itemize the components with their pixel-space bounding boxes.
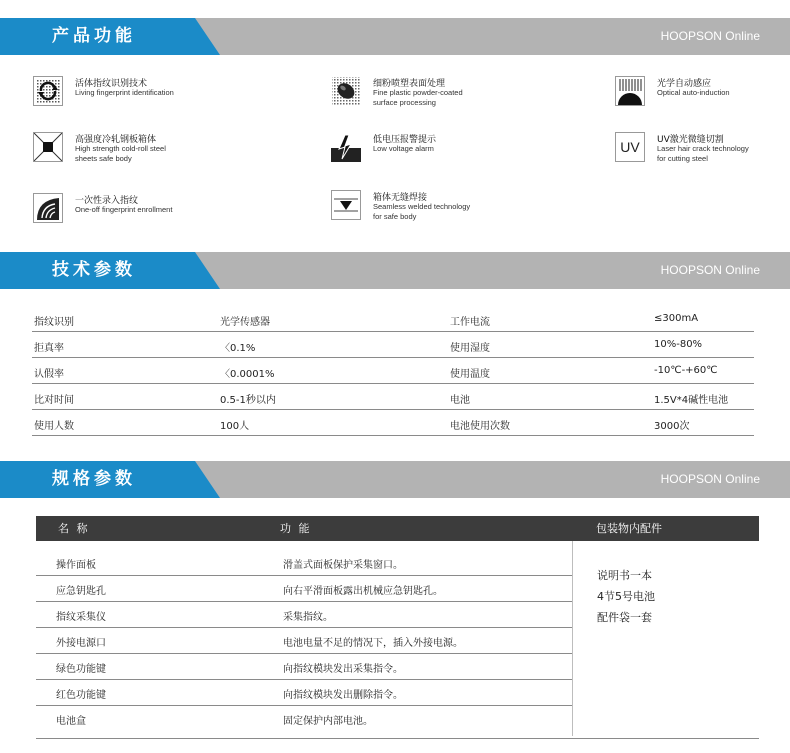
spec-key: 工作电流	[450, 317, 490, 328]
feature-subtitle: High strength cold-roll steel sheets safe body	[75, 144, 166, 163]
spec-value: 0.5-1秒以内	[220, 395, 276, 406]
part-function: 滑盖式面板保护采集窗口。	[283, 560, 403, 571]
spec-value: 3000次	[654, 421, 690, 432]
spec-value: 〈0.0001%	[220, 369, 275, 380]
table-row	[36, 653, 572, 680]
feature-subtitle: Low voltage alarm	[373, 144, 434, 153]
package-item: 说明书一本	[597, 569, 652, 582]
table-row	[36, 705, 572, 731]
spec-key: 拒真率	[34, 343, 64, 354]
spec-key: 使用人数	[34, 421, 74, 432]
part-function: 向指纹模块发出采集指令。	[283, 664, 403, 675]
column-header-function: 功 能	[280, 522, 312, 535]
table-row	[32, 384, 754, 410]
table-row	[32, 358, 754, 384]
package-item: 4节5号电池	[597, 590, 655, 603]
table-row	[36, 549, 572, 576]
column-header-package: 包装物内配件	[596, 522, 662, 535]
table-row	[32, 410, 754, 436]
spec-key: 指纹识别	[34, 317, 74, 328]
part-name: 操作面板	[56, 560, 96, 571]
table-row	[32, 306, 754, 332]
size-table-body	[36, 541, 759, 739]
brand-label: HOOPSON Online	[660, 472, 760, 486]
feature-title: 一次性录入指纹	[75, 196, 139, 206]
spec-value: 100人	[220, 421, 250, 432]
table-row	[36, 575, 572, 602]
section-banner-features	[0, 18, 790, 55]
column-divider	[572, 541, 573, 736]
part-function: 采集指纹。	[283, 612, 333, 623]
section-title: 技术参数	[52, 260, 136, 280]
part-name: 红色功能键	[56, 690, 106, 701]
section-banner-sizes	[0, 461, 790, 498]
spec-key: 认假率	[34, 369, 64, 380]
part-name: 应急钥匙孔	[56, 586, 106, 597]
part-name: 电池盒	[56, 716, 86, 727]
powder-coating-icon	[331, 76, 361, 106]
part-name: 外接电源口	[56, 638, 106, 649]
feature-title: 箱体无缝焊接	[373, 193, 428, 203]
feature-title: 低电压报警提示	[373, 135, 437, 145]
seamless-weld-icon	[331, 190, 361, 220]
brand-label: HOOPSON Online	[660, 263, 760, 277]
feature-title: 光学自动感应	[657, 79, 712, 89]
part-function: 向指纹模块发出删除指令。	[283, 690, 403, 701]
spec-value: -10℃-+60℃	[654, 365, 718, 376]
spec-value: 〈0.1%	[220, 343, 256, 354]
spec-key: 电池	[450, 395, 470, 406]
spec-table	[32, 306, 754, 436]
spec-value: 10%-80%	[654, 339, 703, 350]
spec-value: 光学传感器	[220, 317, 270, 328]
feature-subtitle: Living fingerprint identification	[75, 88, 174, 97]
section-banner-specs	[0, 252, 790, 289]
table-row	[36, 627, 572, 654]
table-row	[36, 601, 572, 628]
part-function: 向右平滑面板露出机械应急钥匙孔。	[283, 586, 443, 597]
feature-title: 活体指纹识别技术	[75, 79, 148, 89]
spec-value: ≤300mA	[654, 313, 699, 324]
optical-sensor-icon	[615, 76, 645, 106]
uv-laser-icon: UV	[615, 132, 645, 162]
spec-key: 使用湿度	[450, 343, 490, 354]
feature-subtitle: Laser hair crack technology for cutting steel	[657, 144, 749, 163]
spec-key: 使用温度	[450, 369, 490, 380]
column-header-name: 名 称	[58, 522, 90, 535]
fingerprint-enroll-icon	[33, 193, 63, 223]
spec-key: 电池使用次数	[450, 421, 510, 432]
spec-value: 1.5V*4碱性电池	[654, 395, 729, 406]
part-function: 电池电量不足的情况下，插入外接电源。	[283, 638, 463, 649]
feature-title: 细粉喷塑表面处理	[373, 79, 446, 89]
section-title: 产品功能	[52, 26, 136, 46]
part-function: 固定保护内部电池。	[283, 716, 373, 727]
feature-subtitle: Fine plastic powder-coated surface processing	[373, 88, 463, 107]
part-name: 指纹采集仪	[56, 612, 106, 623]
part-name: 绿色功能键	[56, 664, 106, 675]
package-item: 配件袋一套	[597, 611, 652, 624]
feature-subtitle: Optical auto-induction	[657, 88, 730, 97]
table-row	[36, 679, 572, 706]
table-row	[32, 332, 754, 358]
spec-key: 比对时间	[34, 395, 74, 406]
feature-title: 高强度冷轧钢板箱体	[75, 135, 157, 145]
lightning-alarm-icon	[331, 132, 361, 162]
brand-label: HOOPSON Online	[660, 29, 760, 43]
fingerprint-swirl-icon	[33, 76, 63, 106]
steel-box-icon	[33, 132, 63, 162]
size-table-header	[36, 516, 759, 541]
feature-title: UV激光微缝切割	[657, 135, 724, 145]
section-title: 规格参数	[52, 469, 136, 489]
feature-subtitle: One-off fingerprint enrollment	[75, 205, 173, 214]
feature-subtitle: Seamless welded technology for safe body	[373, 202, 471, 221]
